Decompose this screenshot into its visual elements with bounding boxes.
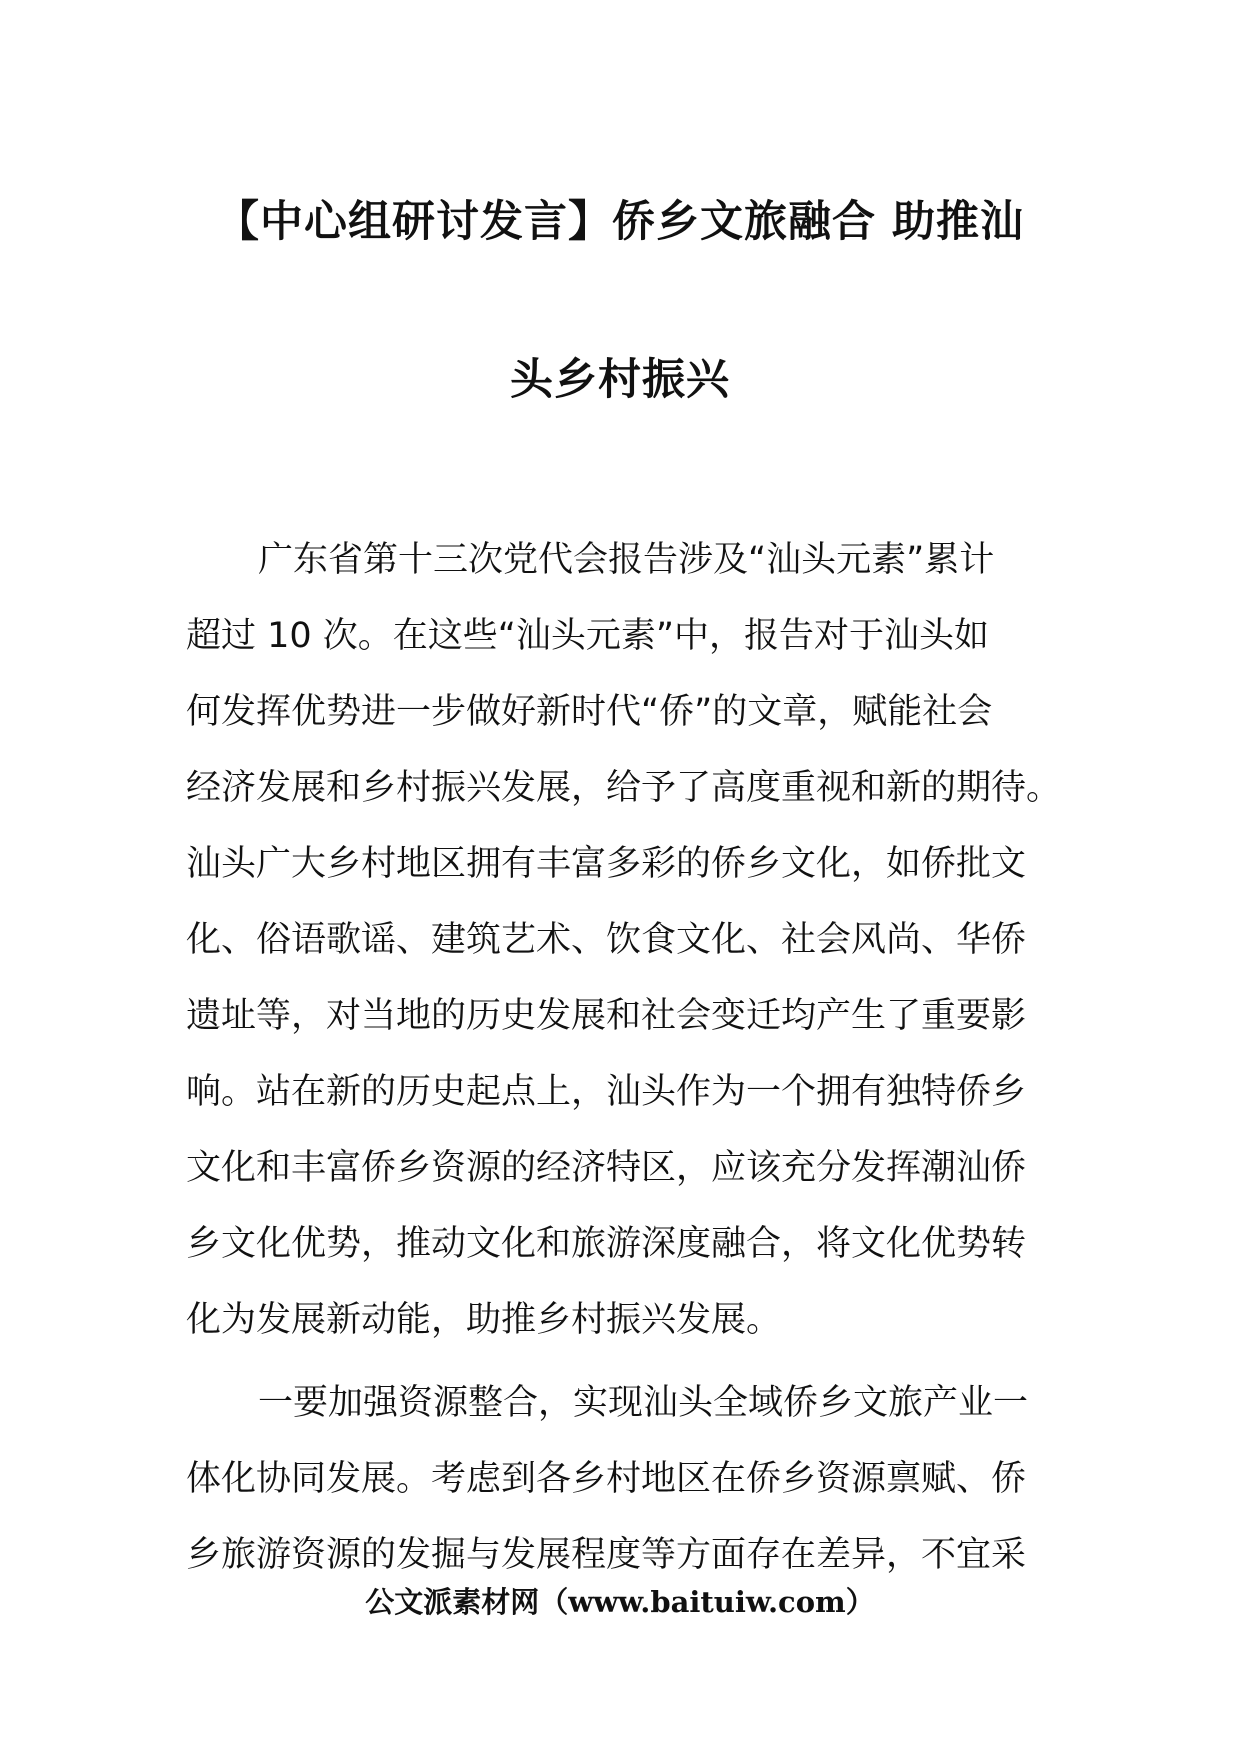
paragraph-line: 何发挥优势进一步做好新时代“侨”的文章，赋能社会 — [186, 692, 993, 732]
paragraph-line: 广东省第十三次党代会报告涉及“汕头元素”累计 — [258, 540, 995, 580]
paragraph-line: 化、俗语歌谣、建筑艺术、饮食文化、社会风尚、华侨 — [186, 920, 1027, 960]
paragraph-line: 超过 10 次。在这些“汕头元素”中，报告对于汕头如 — [186, 616, 990, 656]
paragraph-line: 经济发展和乡村振兴发展，给予了高度重视和新的期待。 — [186, 768, 1062, 808]
paragraph-line: 化为发展新动能，助推乡村振兴发展。 — [186, 1300, 782, 1340]
paragraph-2 — [186, 1365, 1066, 1593]
document-title-line-1: 【中心组研讨发言】侨乡文旅融合 助推汕 — [216, 197, 1024, 247]
document-title-line-2: 头乡村振兴 — [510, 355, 730, 405]
paragraph-line: 遗址等，对当地的历史发展和社会变迁均产生了重要影 — [186, 996, 1027, 1036]
paragraph-line: 乡旅游资源的发掘与发展程度等方面存在差异，不宜采 — [186, 1535, 1027, 1575]
paragraph-line: 体化协同发展。考虑到各乡村地区在侨乡资源禀赋、侨 — [186, 1459, 1027, 1499]
paragraph-line: 文化和丰富侨乡资源的经济特区，应该充分发挥潮汕侨 — [186, 1148, 1027, 1188]
paragraph-1 — [186, 522, 1066, 1358]
paragraph-line: 一要加强资源整合，实现汕头全域侨乡文旅产业一 — [258, 1383, 1029, 1423]
page-footer: 公文派素材网（www.baituiw.com） — [365, 1585, 875, 1619]
paragraph-line: 汕头广大乡村地区拥有丰富多彩的侨乡文化，如侨批文 — [186, 844, 1027, 884]
paragraph-line: 乡文化优势，推动文化和旅游深度融合，将文化优势转 — [186, 1224, 1027, 1264]
paragraph-line: 响。站在新的历史起点上，汕头作为一个拥有独特侨乡 — [186, 1072, 1027, 1112]
